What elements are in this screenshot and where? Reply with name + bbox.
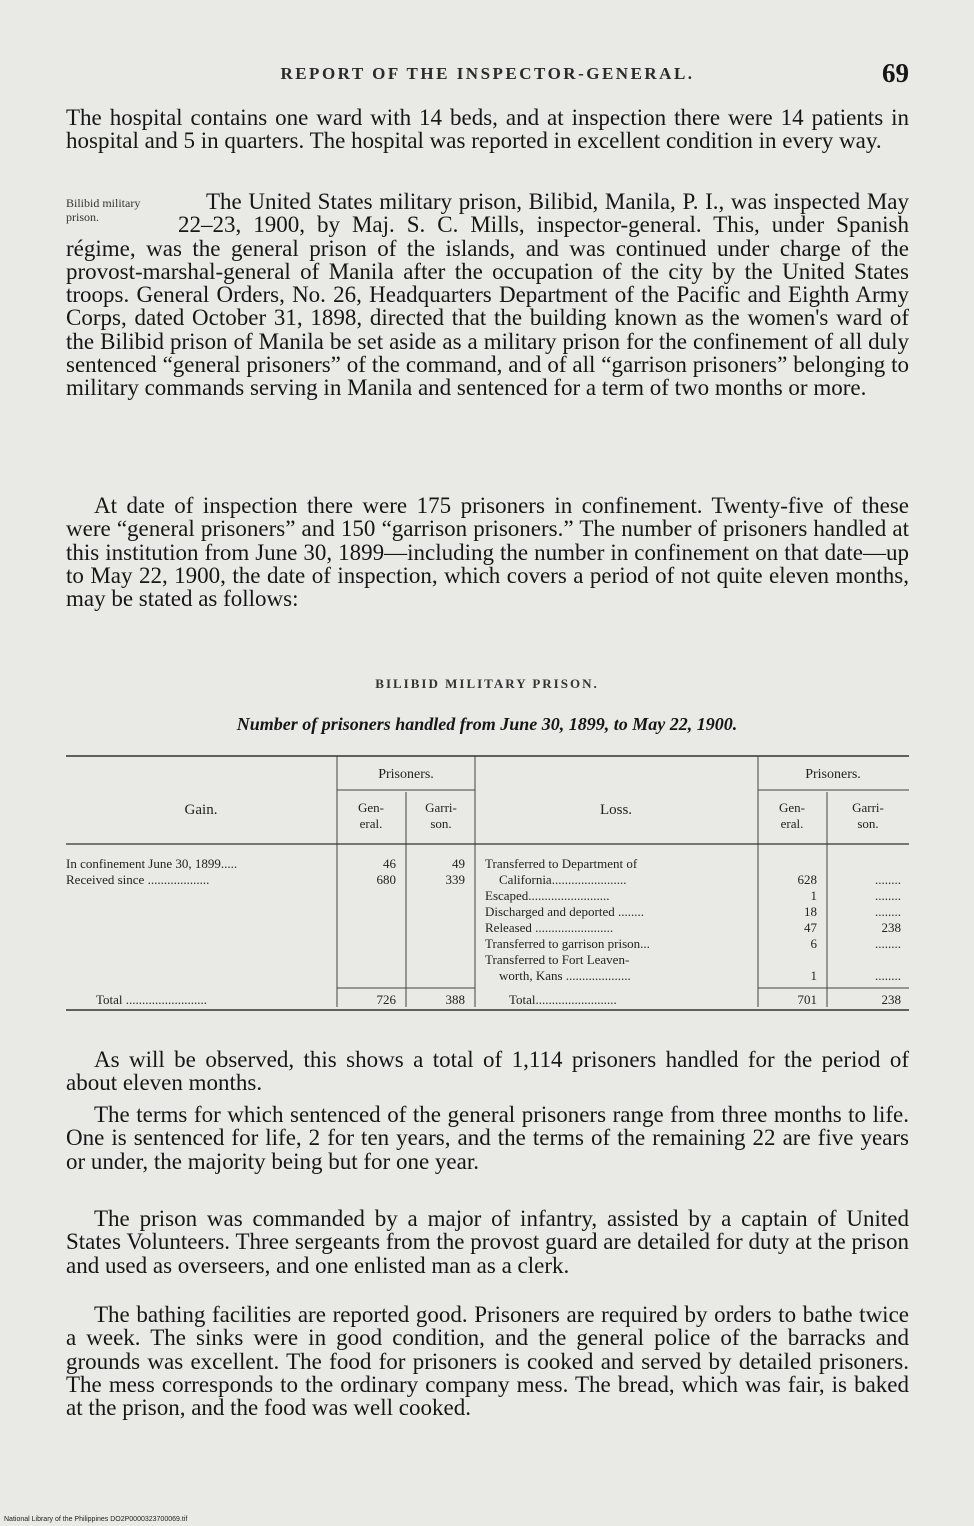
gain-header: Gain.: [184, 802, 218, 818]
loss-row-garrison: ........: [875, 936, 901, 951]
paragraph-facilities: [66, 1303, 909, 1419]
loss-row-general: 6: [810, 936, 817, 951]
loss-header: Loss.: [599, 802, 633, 818]
gain-total-label: Total .........................: [96, 992, 208, 1007]
loss-row-label: Transferred to Department of: [485, 856, 638, 871]
margin-note: Bilibid military prison.: [66, 196, 141, 224]
loss-total-general: 701: [797, 992, 817, 1007]
prisoners-header-left: Prisoners.: [378, 767, 434, 782]
paragraph-bilibid: [66, 190, 909, 400]
garrison-subheader-left-2: son.: [430, 816, 452, 831]
page-header: [66, 58, 909, 98]
loss-row-label: Escaped.........................: [485, 888, 610, 903]
table-caption: Number of prisoners handled from June 30, 1899, to May 22, 1900.: [236, 714, 738, 734]
garrison-subheader-left-1: Garri-: [425, 800, 457, 815]
gain-row-label: In confinement June 30, 1899.....: [66, 856, 238, 871]
paragraph-text: At date of inspection there were 175 prisoners in confinement. Twenty-five of these were “general prisoners” and 150 “garrison prisoners.” The number of prisoners handled at this institution from June 30, 1899—including the number in confinement on that date—up to May 22, 1900, the date of inspection, which covers a period of not quite eleven months, may be stated as follows:: [66, 493, 909, 612]
general-subheader-left-2: eral.: [359, 816, 383, 831]
loss-row-garrison: ........: [875, 888, 901, 903]
loss-row-label: California.......................: [499, 872, 627, 887]
loss-row-general: 47: [804, 920, 817, 935]
loss-total-label: Total.........................: [509, 992, 617, 1007]
paragraph-total-handled: [66, 1048, 909, 1095]
gain-row-garrison: 339: [445, 872, 465, 887]
running-head: REPORT OF THE INSPECTOR-GENERAL.: [280, 64, 695, 83]
loss-row-garrison: ........: [875, 968, 901, 983]
page-number: 69: [882, 58, 909, 88]
loss-row-label: Transferred to Fort Leaven-: [485, 952, 630, 967]
paragraph-text: The hospital contains one ward with 14 beds, and at inspection there were 14 patients in hospital and 5 in quarters. The hospital was reported in excellent condition in every way.: [66, 105, 909, 154]
paragraph-text: The bathing facilities are reported good. Prisoners are required by orders to bathe twice a week. The sinks were in good condition, and the general police of the barracks and grounds was excellent. The food for prisoners is cooked and served by detailed prisoners. The mess corresponds to the ordinary company mess. The bread, which was fair, is baked at the prison, and the food was well cooked.: [66, 1302, 909, 1421]
gain-row-general: 680: [376, 872, 396, 887]
table-heading: BILIBID MILITARY PRISON.: [375, 676, 599, 691]
paragraph-text: The United States military prison, Bilibid, Manila, P. I., was inspected May 22–23, 1900, by Maj. S. C. Mills, inspector-general. This, under Spanish régime, was the general prison of the islands, and was continued under charge of the provost-marshal-general of Manila after the occupation of the city by the United States troops. General Orders, No. 26, Headquarters Department of the Pacific and Eighth Army Corps, dated October 31, 1898, directed that the building known as the women's ward of the Bilibid prison of Manila be set aside as a military prison for the confinement of all duly sentenced “general prisoners” of the command, and of all “garrison prisoners” belonging to military commands serving in Manila and sentenced for a term of two months or more.: [66, 189, 909, 401]
loss-row-label: Transferred to garrison prison...: [485, 936, 650, 951]
gain-total-general: 726: [376, 992, 396, 1007]
paragraph-command: [66, 1207, 909, 1277]
loss-total-garrison: 238: [881, 992, 901, 1007]
gain-total-garrison: 388: [445, 992, 465, 1007]
paragraph-text: The terms for which sentenced of the general prisoners range from three months to life. One is sentenced for life, 2 for ten years, and the terms of the remaining 22 are five years or under, the majority being but for one year.: [66, 1102, 909, 1174]
gain-row-garrison: 49: [452, 856, 465, 871]
loss-row-general: 1: [810, 968, 817, 983]
loss-row-general: 1: [810, 888, 817, 903]
gain-row-general: 46: [383, 856, 396, 871]
paragraph-hospital: [66, 106, 909, 153]
loss-row-general: 18: [804, 904, 817, 919]
loss-row-label: Released ........................: [485, 920, 614, 935]
paragraph-sentence-terms: [66, 1103, 909, 1173]
loss-row-garrison: ........: [875, 904, 901, 919]
source-footer: National Library of the Philippines DO2P0000323700069.tif: [4, 1516, 188, 1523]
paragraph-inspection-count: [66, 494, 909, 610]
loss-row-label: worth, Kans ....................: [499, 968, 631, 983]
loss-row-garrison: 238: [881, 920, 901, 935]
loss-row-general: 628: [797, 872, 817, 887]
garrison-subheader-right-2: son.: [857, 816, 879, 831]
general-subheader-left-1: Gen-: [358, 800, 384, 815]
loss-row-label: Discharged and deported ........: [485, 904, 644, 919]
garrison-subheader-right-1: Garri-: [852, 800, 884, 815]
general-subheader-right-1: Gen-: [779, 800, 805, 815]
loss-row-garrison: ........: [875, 872, 901, 887]
prisoners-header-right: Prisoners.: [805, 767, 861, 782]
paragraph-text: As will be observed, this shows a total of 1,114 prisoners handled for the period of about eleven months.: [66, 1047, 909, 1096]
prisoner-table: [66, 754, 909, 1034]
gain-row-label: Received since ...................: [66, 872, 210, 887]
paragraph-text: The prison was commanded by a major of infantry, assisted by a captain of United States Volunteers. Three sergeants from the provost guard are detailed for duty at the prison and used as overseers, and one enlisted man as a clerk.: [66, 1206, 909, 1278]
general-subheader-right-2: eral.: [780, 816, 804, 831]
